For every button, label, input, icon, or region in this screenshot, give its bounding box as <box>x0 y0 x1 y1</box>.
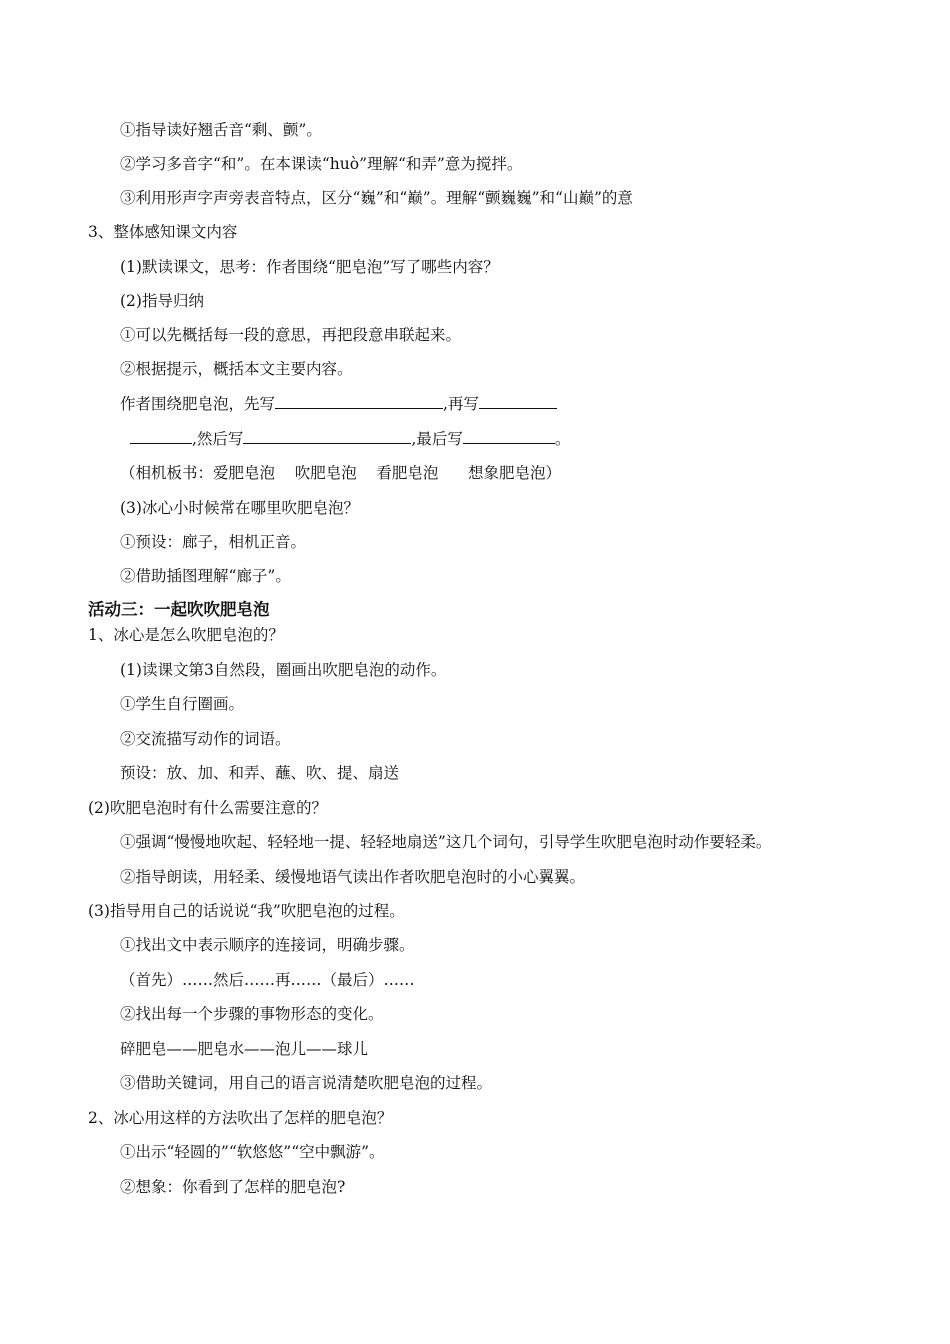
blackboard-note: （相机板书：爱肥皂泡 吹肥皂泡 看肥皂泡 想象肥皂泡） <box>120 464 561 482</box>
text-line: (2)指导归纳 <box>120 292 204 310</box>
text-line: ②想象：你看到了怎样的肥皂泡? <box>120 1178 346 1196</box>
text-line: (2)吹肥皂泡时有什么需要注意的？ <box>88 799 327 817</box>
text-line: (1)默读课文，思考：作者围绕“肥皂泡”写了哪些内容？ <box>120 258 499 276</box>
text-line: (3)冰心小时候常在哪里吹肥皂泡？ <box>120 499 359 517</box>
text-line: (3)指导用自己的话说说“我”吹肥皂泡的过程。 <box>88 902 405 920</box>
text-line: ②交流描写动作的词语。 <box>120 730 291 748</box>
section-heading: 2、冰心用这样的方法吹出了怎样的肥皂泡？ <box>88 1109 393 1127</box>
fill-in-line <box>130 428 570 450</box>
text-line: (1)读课文第3自然段，圈画出吹肥皂泡的动作。 <box>120 661 447 679</box>
text-line: ①可以先概括每一段的意思，再把段意串联起来。 <box>120 326 462 344</box>
text-line: ②学习多音字“和”。在本课读“huò”理解“和弄”意为搅拌。 <box>120 155 523 173</box>
text-line: ②指导朗读，用轻柔、缓慢地语气读出作者吹肥皂泡时的小心翼翼。 <box>120 868 586 886</box>
fill-text: ,再写 <box>443 395 479 413</box>
answer-blank[interactable] <box>479 394 557 409</box>
activity-heading: 活动三：一起吹吹肥皂泡 <box>88 600 270 619</box>
fill-text: 作者围绕肥皂泡，先写 <box>120 395 276 413</box>
fill-in-line <box>120 393 557 415</box>
answer-blank[interactable] <box>275 394 443 409</box>
text-line: ①找出文中表示顺序的连接词，明确步骤。 <box>120 936 415 954</box>
fill-text: 。 <box>554 430 571 448</box>
text-line: （首先）……然后……再……（最后）…… <box>120 971 415 989</box>
text-line: ③借助关键词，用自己的语言说清楚吹肥皂泡的过程。 <box>120 1074 493 1092</box>
answer-blank[interactable] <box>243 429 411 444</box>
fill-text: ,最后写 <box>411 430 463 448</box>
text-line: 碎肥皂——肥皂水——泡儿——球儿 <box>120 1040 369 1058</box>
answer-blank[interactable] <box>463 429 555 444</box>
fill-text: ,然后写 <box>192 430 244 448</box>
text-line: ③利用形声字声旁表音特点，区分“巍”和“巅”。理解“颤巍巍”和“山巅”的意 <box>120 189 633 207</box>
text-line: ①指导读好翘舌音“剩、颤”。 <box>120 121 322 139</box>
text-line: ①出示“轻圆的”“软悠悠”“空中飘游”。 <box>120 1143 385 1161</box>
text-line: 预设：放、加、和弄、蘸、吹、提、扇送 <box>120 764 400 782</box>
text-line: ②借助插图理解“廊子”。 <box>120 567 291 585</box>
text-line: ①预设：廊子，相机正音。 <box>120 533 307 551</box>
text-line: ②根据提示，概括本文主要内容。 <box>120 360 353 378</box>
answer-blank[interactable] <box>130 429 192 444</box>
text-line: ①学生自行圈画。 <box>120 695 245 713</box>
section-heading: 1、冰心是怎么吹肥皂泡的？ <box>88 626 284 644</box>
text-line: ①强调“慢慢地吹起、轻轻地一提、轻轻地扇送”这几个词句，引导学生吹肥皂泡时动作要轻柔。 <box>120 833 772 851</box>
section-heading: 3、整体感知课文内容 <box>88 223 238 241</box>
text-line: ②找出每一个步骤的事物形态的变化。 <box>120 1005 384 1023</box>
